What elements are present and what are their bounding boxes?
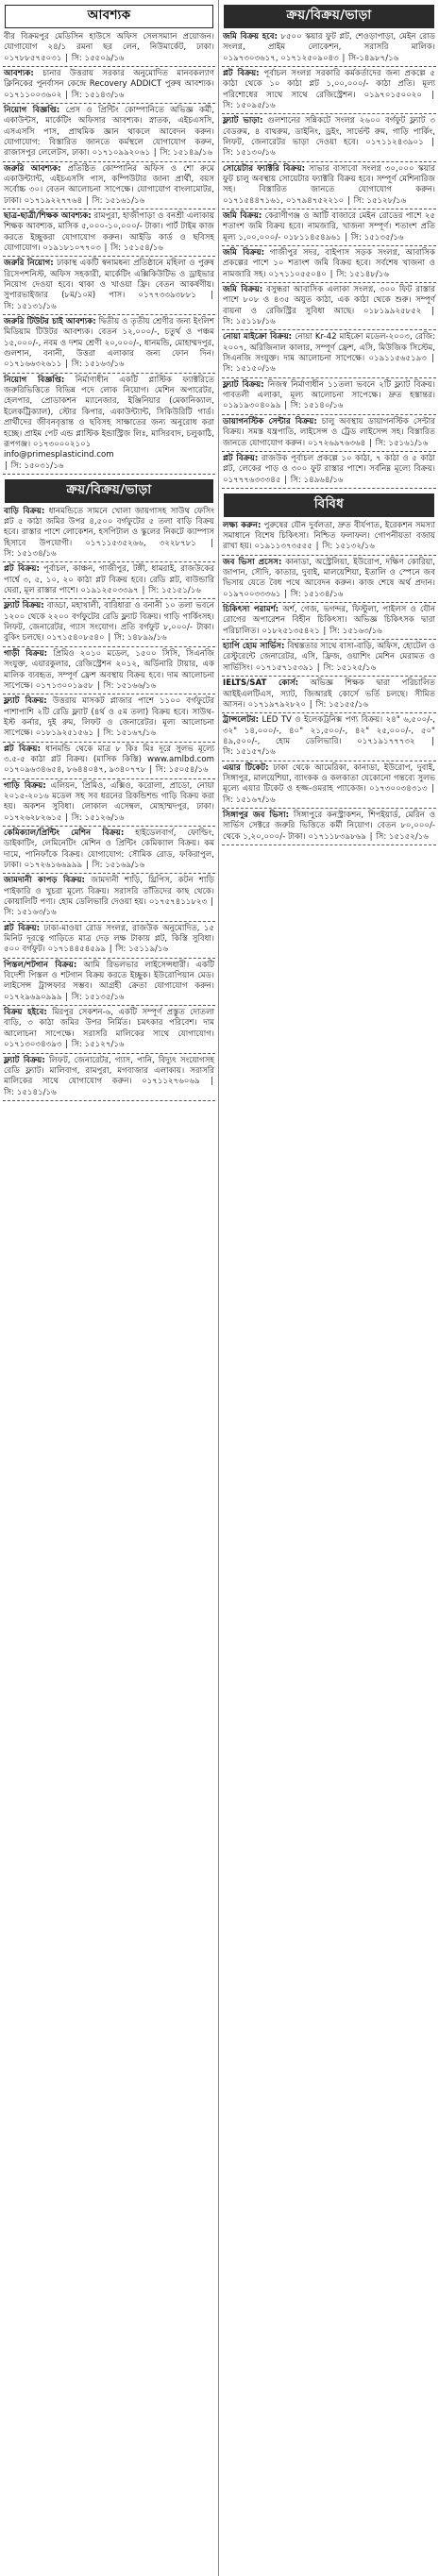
ad-title: ফ্ল্যাট বিক্রয়: [4, 601, 44, 611]
ad-title: পিস্তল/শটগান বিক্রয়: [4, 960, 77, 970]
ad-code: সি: ১৫১৬৩/১৬ [329, 626, 382, 636]
ad-code: সি: ১৫১২৬/১৬ [71, 812, 125, 823]
classified-ad [3, 69, 215, 104]
ad-phone: ০১৭৫৭৪১১৮২৩ [148, 897, 208, 908]
ad-text: আমি রিভলভার লাইসেন্সধারী। একটি বিদেশী পিস্তল ও শটগান বিক্রয় করতে ইচ্ছুক। ইউরোপিয়ান মেড। লাইসেন্স ট্রান্সফার সম্ভব। আগ্রহী ক্রেতা যোগাযোগ করুন। [4, 960, 214, 992]
ad-title: জমি বিক্রয়: [223, 248, 265, 258]
ad-title: ফ্ল্যাট বিক্রয়: [223, 379, 264, 390]
ad-text: নোয়া Kr-42 মাইক্রো মডেল-২০০৩, রেজি: ২০০৭, অরিজিনাল কালার, সম্পূর্ণ ফ্রেশ, এসি, মিউজিক সিস্টেম, সিএনজি সংযুক্ত। দাম আলোচনা সাপেক্ষে। [223, 332, 435, 364]
classified-ad [3, 317, 215, 374]
classified-ad [3, 696, 215, 742]
ad-separator: | [62, 1040, 71, 1050]
ad-code: সি: ১৫১৫১/১৬ [148, 586, 201, 596]
ad-phone: ০১৯৭০১৫০০২০ [363, 90, 422, 100]
classified-ad [3, 507, 215, 563]
ad-title: চিকিৎসা পরামর্শ: [223, 605, 279, 615]
miscellaneous-ads-list [222, 521, 436, 845]
ad-separator: | [94, 728, 103, 739]
ad-phone: ০১৭১৫৭১৫৩৯১ [255, 662, 314, 673]
buy-sell-ads-list [3, 507, 215, 1101]
ad-title: ফ্ল্যাট বিক্রয়: [4, 1055, 45, 1065]
ad-title: হ্যাপি হোম সার্ভিস: [223, 642, 285, 652]
ad-text: বীর বিক্রমপুর মেডিসিন হাউসে অফিস সেলসম্যান প্রয়োজন। যোগাযোগ ২৪/১ রমনা ছর লেন, নিউমার্কেট, ঢাকা। [4, 31, 214, 53]
ad-title: জরুরি আবশ্যক: [4, 163, 61, 174]
classified-ad [3, 32, 215, 67]
ad-title: এয়ার টিকেট: [223, 762, 269, 773]
ad-separator: | [62, 53, 71, 63]
ad-phone: ০১৭১০৯৯২০৬১ [92, 148, 151, 159]
classified-ad [3, 781, 215, 827]
ad-phone: ০১৭১৬৬৩২৬১১ [4, 360, 62, 370]
ad-separator: | [366, 831, 376, 842]
ad-phone: ০১৯১১৫৬৫১৯৩ [368, 354, 427, 364]
ad-code: সি: ১৫১৪১/১৬ [4, 1087, 57, 1097]
ad-title: প্লট বিক্রয়: [4, 564, 40, 575]
classified-ad [222, 248, 436, 283]
ad-code: সি: ১৫১৩৪/১৬ [4, 549, 57, 560]
ad-separator: | [196, 291, 213, 301]
ad-separator: | [422, 90, 435, 100]
classified-ad [3, 164, 215, 209]
classified-ad [3, 924, 215, 959]
ad-separator: | [327, 269, 336, 279]
ad-text: কেরাণীগঞ্জ ও আটি বাজারে মেইন রোডের পাশে ২৫ শতাংশ জমি বিক্রয় হবে। নামজারি, খাজনা সম্পূর্ণ। শতাংশ প্রতি মূল্য ১,০০,০০০/- [223, 210, 436, 243]
ad-phone: ০১৭২৬১৬৬৯৯৯ [24, 861, 83, 870]
ad-title: নোয়া মাইক্রো বিক্রয়: [223, 332, 293, 343]
ad-phone: ০১৭১৩০০১৯৫৮ [35, 680, 94, 691]
ad-phone: ০১৮১৯৯২৫৮৫২ [363, 306, 422, 316]
ad-phone: ০১৭১১২৪৩৯০১ [365, 137, 424, 147]
ad-title: IELTS/SAT কোর্স: [223, 678, 299, 689]
ad-title: ডায়াগনস্টিক সেন্টার বিক্রয়: [223, 416, 317, 427]
ad-text: নিজস্ব নির্মাণাধীন ১১তলা ভবনে ২টি ফ্ল্যাট বিক্রয়। গাবতলী এলাকা, মূল্য আলোচনা সাপেক্ষে। দ্রুত হস্তান্তর। [223, 379, 435, 401]
ad-email[interactable]: info@primesplasticind.com [4, 450, 114, 460]
ad-text: পুরুষের যৌন দুর্বলতা, দ্রুত বীর্যপাত, ইরেকশন সমস্যা সমাধানে বিশেষ চিকিৎসা। নিশ্চিত ফলাফল। গোপনীয়তা বজায় রাখা হয়। [223, 520, 435, 552]
ad-code: সি: ১৫১৬৩/১৬ [71, 360, 125, 370]
ad-text: রামপুরা, হাজীপাড়া ও বনশ্রী এলাকায় শিক্ষক আবশ্যক, মাসিক ৫,০০০-১০,০০০/- টাকা। পার্ট টাইম কাজ করতে ইচ্ছুকরা যোগাযোগ করুন। আইডি কার্ড ও ছবিসহ যোগাযোগ। [4, 210, 214, 253]
ad-separator: | [422, 306, 434, 316]
ad-code: সি: ১৫১৫৫/১৬ [315, 699, 369, 710]
ad-separator: | [314, 662, 323, 673]
ad-separator: | [281, 401, 290, 411]
ad-code: সি: ১৫১৩১/১৬ [4, 301, 57, 311]
ad-code: সি: ১৫১৫২/১৬ [376, 831, 429, 842]
ad-code: সি: ১৫১৩২/১৬ [322, 542, 375, 552]
ad-text: সিঙ্গাপুরে কনস্ট্রাকশন, শিপইয়ার্ড, মেরিন ও সার্ভিস সেক্টরে জরুরি ভিত্তিতে কর্মী নিয়োগ। বেতন ৮০,০০০/- থেকে ১,২০,০০০/- টাকা। [223, 810, 436, 842]
ad-code: সি: ১৫১২৮/১৬ [353, 195, 407, 206]
ad-separator: | [424, 137, 434, 147]
ad-title: ফ্ল্যাট ভাড়া: [223, 116, 263, 126]
ad-separator: | [139, 586, 148, 596]
ad-separator: | [208, 897, 213, 908]
ad-code: সি: ১৫১৫৪/১৬ [110, 243, 163, 253]
ad-text: পূর্বাচল, কাঞ্চন, গাজীপুর, টঙ্গী, ধামরাই, রাজউকের পার্শ্বে ৩, ৫, ১০, ২০ কাঠা প্লট বিক্রয় হবে। রেডি প্লট, বাউন্ডারি ঘেরা, মূল রাস্তার পাশে। [4, 564, 214, 596]
ad-code: সি: ১৫১৬৭/১৬ [103, 728, 157, 739]
classified-ad [222, 69, 436, 114]
ad-title: সোয়েটার ফ্যাক্টরি বিক্রয়: [223, 163, 306, 174]
ad-phone: ০১৭৮৮৫৭৫০৩১ [4, 53, 62, 63]
section-header-buy-sell-rent: ক্রয়/বিক্রয়/ভাড়া [5, 479, 213, 503]
ad-phone: ০১৭১৩০৩৪৩৯৩ [4, 1040, 62, 1050]
ad-separator: | [151, 148, 160, 159]
ad-separator: | [320, 626, 329, 636]
ad-code: সি: ১৪৯৬৪/১৬ [290, 475, 344, 485]
ad-separator: | [62, 992, 71, 1002]
ad-text: দ্বিতীয় ও তৃতীয় শ্রেণীর জন্য ইংলিশ মিডিয়াম টিউটর আবশ্যক। বেতন ১২,০০০/-, চতুর্থ ও পঞ্চম ১৫,০০০/-, নবম ও দশম শ্রেণী ২০,০০০/-, ধানমন্ডি, মোহাম্মদপুর, গুলশান, বনানী, উত্তরা এলাকার জন্য ফোন দিন। [4, 317, 215, 360]
ad-text: নির্মাণাধীন একটি প্লাস্টিক ফ্যাক্টরিতে জরুরিভিত্তিতে বিভিন্ন পদে লোক নিয়োগ। মেশিন অপারেটর, হেলপার, প্রোডাকশন ম্যানেজার, ইঞ্জিনিয়ার (মেকানিক্যাল, ইলেকট্রিক্যাল), স্টোর কিপার, একাউন্ট্যান্ট, সিকিউরিটি গার্ড। প্রার্থীদের জীবনবৃত্তান্ত ও ছবিসহ সাক্ষাতের জন্য অনুরোধ করা হচ্ছে। প্রাইম পেট এন্ড প্লাস্টিক ইন্ডাস্ট্রিজ লিঃ, মাসিরবাদ, চলুকাঠি, রূপগঞ্জ। [4, 375, 215, 449]
ad-text: অর্শ, গেজ, ভগন্দর, ফিস্টুলা, পাইলস ও যৌন রোগের অপারেশন বিহীন চিকিৎসা। অভিজ্ঞ চিকিৎসক দ্বারা পরিচালিত। [223, 605, 435, 636]
ad-phone: ০১৭১৫৪৪৭১৬১, ০১৭৯৪৭৫২২১০ [223, 195, 345, 206]
ad-phone: ০১৭৭৩৩৯৩৮৮১ [138, 291, 196, 301]
ad-title: জমি বিক্রয়: [223, 210, 262, 221]
ad-phone: ০১৭১৫৪০৮৫৪০ [46, 633, 105, 644]
ad-title: জামদানী কাপড় বিক্রয়: [4, 876, 85, 886]
classified-ad [222, 285, 436, 330]
ad-separator: | [62, 812, 71, 823]
ad-text: বিশ্বস্ততার সাথে বাসা-বাড়ি, অফিস, হোটেল ও রেস্টুরেন্টে জেনারেটর, এসি, ফ্রিজ, ওয়াশিং মেশিন মেরামত ও সার্ভিসিং। [223, 642, 436, 673]
ad-phone: ০১৭১১৫৩৫২৬৬, ৩২২৮৭৮১ [85, 538, 196, 548]
ad-code: সি: ১৫১১৯/১৬ [115, 945, 169, 955]
ad-phone: ০১৭২৯৬৯০৯৯৯ [4, 992, 62, 1002]
ad-separator: | [366, 438, 375, 448]
ad-phone: ০১৭১৯২২৭৭৬৪ [24, 195, 83, 206]
section-header-wanted: আবশ্যক [5, 5, 213, 28]
ad-title: নিয়োগ বিজ্ঞপ্তি: [4, 105, 60, 115]
ad-phone: ০১৮২৫১৩৫৪২১ [262, 626, 320, 636]
ad-text: প্রেস ও প্রিন্টিং কোম্পানিতে অভিজ্ঞ কর্মী, একাউন্টস, মার্কেটিং অফিসার আবশ্যক। স্নাতক, এইচএসসি, এসএসসি পাস, প্রাথমিক জ্ঞান থাকলে আবেদন করুন। যোগাযোগ: বিস্তারিত জানতে কর্মস্থলে যোগাযোগ করুন, রাজাসপুর লেলেটস, ঢাকা। [4, 105, 214, 159]
ad-text: LED TV ও ইলেকট্রনিক্স পণ্য বিক্রয়। ২৪" ৬,৫০০/-, ৩২" ১৪,০০০/-, ৪০" ২১,৫০০/-, ৪২" ২৫,০০০/-, ৫০" ৪৯,৫০০/-, হোম ডেলিভারি। [223, 715, 435, 746]
wanted-ads-list [3, 32, 215, 475]
ad-separator: | [62, 90, 71, 100]
ad-separator: | [200, 1077, 213, 1087]
ad-title: কেমিক্যাল/প্রিন্টিং মেশিন বিক্রয়: [4, 828, 125, 838]
ad-code: সি: ১৫১৩৫/১৬ [71, 992, 125, 1002]
ad-code: সি: ১৫১৪৯/১৬ [160, 148, 213, 159]
ad-code: সি: ১৫১১৮/১৬ [223, 317, 276, 327]
ad-text: ধানমন্ডি থেকে মাত্র ৮ কিঃ মিঃ দূরে সুলভ মূল্যে ৩.৫-৫ কাঠা প্লট বিক্রয়। (মাসিক কিস্তি) www.amlbd.com [4, 744, 215, 764]
ad-phone: ০১৭১৪৪৫৪৫৯৯ [47, 945, 107, 955]
classified-ad [3, 744, 215, 779]
ad-text: মিরপুর সেকশন-৬, একটি সম্পূর্ণ প্রস্তুত দোতলা বাড়ি, ৩ কাঠা জমির উপর নির্মিত। চমৎকার পরিবেশ। দাম আলোচনা সাপেক্ষে। সরাসরি মালিকের সাথে যোগাযোগ। [4, 1008, 215, 1039]
ad-title: সিঙ্গাপুর জব ভিসা: [223, 810, 290, 820]
ad-title: প্লট বিক্রয়: [223, 453, 259, 463]
ad-code: সি: ১৪৮৯৯/১৬ [113, 633, 167, 644]
ad-phone: ০১৭১১০০৩৬০২ [4, 90, 62, 100]
ad-text: পূর্বাচল সংলগ্ন সরকারি কর্মকর্তাদের জন্য প্রকল্পে ৫ কাঠা থেকে ১০ কাঠা প্লট ১,০০,০০০/- কাঠা প্রতি। মূল্য পরিশোধের সাথে সাথে রেজিস্ট্রেশন। [223, 68, 435, 100]
ad-phone: ০১৯১২৫০৩৩৯৭ [80, 586, 139, 596]
classified-ad [3, 828, 215, 874]
ad-separator: | [339, 53, 348, 63]
ad-text: চালু অবস্থায় ডায়াগনস্টিক সেন্টার বিক্রয়। সমস্ত যন্ত্রপাতি, লাইসেন্স ও ট্রেড লাইসেন্স সহ। বিস্তারিত জানতে যোগাযোগ করুন। [223, 416, 435, 448]
ad-separator: | [196, 538, 214, 548]
classified-ad [222, 521, 436, 556]
ad-phone: ০১৭১১২৭৬০৬৯ [142, 1077, 200, 1087]
ad-title: আবশ্যক: [4, 68, 34, 78]
ad-phone: ০১৭৭৭৬৩৩৩৪৫ [223, 475, 281, 485]
ad-code: সি-১৪৯৮৭/১৬ [348, 53, 399, 63]
ad-text: বাড্ডা, মহাখালী, বারিধারা ও বনানী ১০ তলা ভবনে ১২০০ থেকে ২২০০ বর্গফুটের রেডি ফ্ল্যাট বিক্রয়। গাড়ি পার্কিংসহ। লিফট, জেনারেটর, গ্যাস সংযোগ। প্রতি বর্গফুট ৮,০০০/- টাকা। বুকিং চলছে। [4, 601, 214, 644]
ad-separator: | [428, 784, 434, 795]
ad-phone: ০১৭১১৮৩৯৮৬৯ [308, 831, 366, 842]
classified-ad [222, 116, 436, 161]
classified-ad [222, 811, 436, 845]
ad-title: নিয়োগ বিজ্ঞপ্তি: [4, 375, 65, 385]
ad-code: সি: ১৫০৩১/১৬ [10, 460, 64, 471]
classified-ad [3, 1056, 215, 1101]
ad-title: জরুরি টিউটর চাই আবশ্যক: [4, 317, 96, 327]
ad-separator: | [62, 360, 71, 370]
ad-separator: | [345, 195, 353, 206]
ad-separator: | [342, 232, 350, 243]
classified-ad [222, 380, 436, 415]
ad-phone: ০১৯৭৩০৩৬১৭, ০১৭১২৫০৯০৪৩ [223, 53, 339, 63]
ad-text: চানার উত্তরায় সরকার অনুমোদিত মানবকল্যাণ ক্লিনিকের পুনর্বাসন কেন্দ্রে Recovery ADDICT পুরুষ আবশ্যক। [4, 68, 214, 90]
classified-ad [3, 564, 215, 599]
classified-ad [3, 376, 215, 475]
ad-code: সি: ১৫১৪৮/১৬ [336, 269, 389, 279]
ad-phone: ০১৭৩০০৩৪৩১৩ [369, 784, 428, 795]
ad-separator: | [415, 736, 434, 746]
right-column [219, 0, 439, 2576]
classified-ad [222, 417, 436, 452]
ad-text: রাজউক পূর্বাচল প্রকল্পে ১০ কাঠা, ৭ কাঠা ও ৫ কাঠা প্লট, লেকের পাড় ও ৩০০ ফুট রাস্তার পাশে। সর্বনিম্ন মূল্যে বিক্রয়। [223, 453, 435, 475]
ad-code: সি: ১৫১৬১/১৬ [92, 195, 145, 206]
ad-text: জামদানী শাড়ি, থ্রিপিস, কটন শাড়ি পাইকারি ও খুচরা মূল্যে বিক্রয়। সরাসরি তাঁতিদের কাছ থেকে। কোয়ালিটি পণ্য। হোম ডেলিভারি দেওয়া হয়। [4, 876, 215, 908]
ad-phone: ০১৮১১৪৫৪৯৬১ [283, 232, 342, 243]
classified-ad [222, 332, 436, 377]
ad-title: জমি বিক্রয় হবে: [223, 31, 278, 42]
section-header-miscellaneous: বিবিধ [224, 493, 434, 517]
ad-title: বিক্রয় হইবে: [4, 1008, 47, 1018]
classified-ad [222, 211, 436, 246]
ad-separator: | [94, 680, 103, 691]
classified-ad [222, 454, 436, 489]
ad-title: জব ভিসা প্রসেস: [223, 557, 282, 567]
ad-code: সি: ১৫৫০৯/১৬ [71, 53, 125, 63]
ad-separator: | [105, 633, 113, 644]
ad-title: প্লট বিক্রয়: [4, 744, 41, 754]
ad-phone: ০১৯১১৩৭৩৫৫৫ [254, 542, 312, 552]
ad-code: সি: ১৫১৩৪/১৬ [290, 589, 344, 599]
ad-phone: ০১৯৭০০৩৩৩৬১ [223, 589, 281, 599]
ad-text: অভিজ্ঞ শিক্ষক দ্বারা পরিচালিত আইইএলটিএস, স্যাট, জিআরই কোর্সে ভর্তি চলছে। সীমিত আসন। [223, 678, 435, 710]
classified-ad [3, 1008, 215, 1053]
ad-code: সি: ১৫১৬৩/১৬ [4, 908, 57, 918]
classified-ad [3, 961, 215, 1006]
classified-ad [3, 106, 215, 162]
ad-phone: ০১৭১৯১৭৭৭৩২ [357, 736, 415, 746]
ad-phone: ০১৭১৯৭৯২৮২০ [247, 699, 307, 710]
ad-separator: | [101, 243, 110, 253]
ad-code: সি: ১৫১৬৯/১৬ [92, 861, 145, 870]
ad-phone: ০১৭১১০৫৫০৪০ [268, 269, 327, 279]
ad-title: জরুরি নিয়োগ: [4, 259, 54, 269]
ad-phone: ০১৯১৯৩০৪০৯৯ [223, 401, 281, 411]
ad-code: সি: ১৫১২৭/১৬ [71, 1040, 125, 1050]
ad-text: ৮৫০০ স্কয়ার ফুট প্লট, শেওড়াপাড়া, মেইন রোড সংলগ্ন, প্রাইম লোকেশন, সরাসরি মালিক। [223, 31, 435, 53]
ad-text: লিফট, জেনারেটর, গ্যাস, পানি, বিদ্যুৎ সংযোগসহ রেডি ফ্ল্যাট। মালিবাগ, রামপুরা, মগবাজার এলাকায়। সরাসরি মালিকের সাথে যোগাযোগ করুন। [4, 1055, 214, 1087]
classified-ad [3, 649, 215, 694]
ad-text: ঢাকা-মাওয়া রোড সংলগ্ন, রাজউক অনুমোদিত, ১৫ মিনিট দূরত্বে গাড়িতে মাত্র দেড় লক্ষ টাকায় প্লট, কিস্তি সুবিধা। ৫০০ বর্গফুট। [4, 923, 214, 955]
ad-text: উত্তরায় মাসকট প্লাজার পাশে ১১০০ বর্গফুটের পাশাপাশি ২টি রেডি ফ্ল্যাট (৪র্থ ও ৫ম তলা) বিক্রয় হবে। সাউথ-ইস্ট কর্নার, দুই রুম, লিফট ও জেনারেটর। মূল্য আলোচনা সাপেক্ষে। [4, 696, 214, 739]
ad-code: সি: ১৫০৯৫/১৬ [223, 100, 276, 110]
classified-ad [222, 715, 436, 761]
classified-ad [222, 763, 436, 809]
ad-code: সি: ১৫১৫০/১৬ [223, 364, 276, 375]
ad-phone: ০১৯১৮১০৭৭০৩ [42, 243, 101, 253]
ad-separator: | [83, 861, 92, 870]
ad-code: সি: ১৫১৩৫/১৬ [350, 232, 404, 243]
ad-separator: | [5, 460, 10, 471]
ad-separator: | [83, 195, 92, 206]
ad-phone: ০১৭২৬৯৭৬৩৬৪ [307, 438, 366, 448]
ad-text: সাভার বাসাবো সংলগ্ন ৩০,০০০ স্কয়ার ফুট চালু অবস্থায় সোয়েটার ফ্যাক্টরি বিক্রয় হবে। সম্পূর্ণ মেশিনারিজ সহ। বিস্তারিত জানতে যোগাযোগ করুন। [223, 163, 435, 195]
ad-code: সি: ১৫১২৫/১৬ [323, 662, 377, 673]
ad-code: সি: ১৫১৪৩/১৬ [71, 90, 125, 100]
classified-ad [222, 678, 436, 713]
ad-separator: | [107, 945, 115, 955]
ad-phone: ০১৭০৯৬৩৪৬৫৪, ৮৬৪৪০৪৭, ৯৩৪০৭৭৮ [4, 765, 146, 776]
classified-ad [222, 605, 436, 640]
classified-ad [3, 876, 215, 921]
ad-title: গাড়ি বিক্রয়: [4, 780, 46, 791]
ad-separator: | [281, 475, 290, 485]
ad-text: হাইডেলবার্গ, ফোল্ডিং, ডাইকাটিং, লেমিনেটিং মেশিন ও প্রিন্টিং কেমিক্যাল বিক্রয়। কম দামে, পানিফাঁকে বিক্রয়। যোগাযোগ: সৌমিক রোড, ফকিরাপুল, ঢাকা। [4, 828, 214, 870]
ad-title: বাড়ি বিক্রয়: [4, 506, 45, 516]
classified-ad [222, 558, 436, 603]
ad-title: লক্ষ্য করুন: [223, 520, 262, 530]
ad-separator: | [427, 354, 434, 364]
ad-code: সি: ১৫১৫৭/১৬ [223, 747, 276, 758]
ad-text: গুলশানের সন্নিকটে সংলগ্ন ২৬০০ বর্গফুট ফ্ল্যাট ৩ বেডরুম, ৪ বাথরুম, ডাইনিং, ড্রইং, সার্ভেন্ট রুম, গাড়ি পার্কিং, লিফট, জেনারেটর ভাড়া দেওয়া হবে। [223, 116, 435, 147]
ad-text: ঢাকা থেকে আমেরিকা, কানাডা, ইউরোপ, দুবাই, সিঙ্গাপুর, মালয়েশিয়া, ব্যাংকক ও কলকাতা যেকোনো গন্তব্যে সুলভ মূল্যে এয়ার টিকেট ও হজ্জ-ওমরাহ প্যাকেজ। [223, 762, 435, 795]
ad-phone: ০১৮১৯২৫১৫৬১ [35, 728, 94, 739]
ad-code: সি: ১৫১৬১/১৬ [375, 438, 429, 448]
ad-separator: | [307, 699, 315, 710]
ad-text: বসুন্ধরা আবাসিক এলাকা সংলগ্ন, ৩০০ ফিট রাস্তার পাশে ৮০৮ ও ৪৩৫ অযুত কাঠা, এক কাঠা থেকে শুরু। সম্পূর্ণ বায়না ও রেজিস্ট্রির সুবিধা আছে। [223, 285, 435, 316]
ad-code: সি: ১৫০৫৪/১৬ [155, 765, 209, 776]
ad-title: ছাত্র-ছাত্রী/শিক্ষক আবশ্যক: [4, 210, 92, 221]
ad-separator: | [281, 589, 290, 599]
ad-title: জমি বিক্রয়: [223, 285, 263, 295]
ad-text: ঢাকাস্থ একটি স্বনামধন্য প্রতিষ্ঠানে মহিলা ও পুরুষ রিসেপশনিস্ট, অফিস সহকারী, মার্কেটিং এক্সিকিউটিভ ও ড্রাইভার নিয়োগ দেওয়া হবে। থাকা ও খাওয়া ফ্রি। বেতন আকর্ষণীয়। সুপারভাইজার (৮ম/১০ম) পাস। [4, 259, 215, 301]
ad-code: সি: ১৫১৪০/১৬ [290, 401, 344, 411]
classified-ad [3, 601, 215, 646]
left-column [0, 0, 219, 2576]
ad-text: গাজীপুর সদর, বাইপাস সড়ক সংলগ্ন, আবাসিক প্রকল্পের পাশে ১০ শতাংশ জমি বিক্রয় হবে। সর্বশেষ খাজনা ও নামজারি সহ। [223, 248, 435, 279]
ad-title: প্লট বিক্রয়: [4, 923, 41, 933]
ad-separator: | [312, 542, 322, 552]
ad-code: সি: ১৫১৬৬/১৬ [103, 680, 157, 691]
ad-code: সি: ১৫১৬৭/১৬ [223, 795, 276, 805]
ad-text: প্রিমিও ২০১০ মডেল, ১৫০০ সিসি, সিএনজি সংযুক্ত, এয়ারকুলার, রেজিস্ট্রেশন ২০১২, অর্ডিনারি টায়ার, এক মালিক ব্যবহৃত, সম্পূর্ণ ফ্রেশ অবস্থায় বিক্রয় হবে। দাম আলোচনা সাপেক্ষে। [4, 648, 215, 691]
ad-text: এলিয়ন, প্রিমিও, এক্সিও, করোলা, প্রাডো, নোয়া ২০১৫-২০১৬ মডেল সহ সব ধরনের রিকন্ডিশন্ড গাড়ি বিক্রয় করা হয়। অকশন সুবিধা। লোকাল এসেম্বল, মোহাম্মদপুর, ঢাকা। [4, 780, 214, 812]
classified-ad [3, 259, 215, 315]
ad-separator: | [146, 765, 155, 776]
ad-title: গাড়ী বিক্রয়: [4, 648, 48, 659]
ad-text: প্রতিষ্ঠিত কোম্পানির অফিস ও শো রুমে একাউন্ট্যান্ট, এইচএসসি পাস, কম্পিউটার জানা প্রার্থী, বয়স সর্বোচ্চ ৩০। বেতন আলোচনা সাপেক্ষে। যোগাযোগ বাংলামোটর, ঢাকা। [4, 163, 214, 206]
classified-ad [222, 642, 436, 677]
ad-title: ফ্ল্যাট বিক্রয়: [4, 696, 47, 707]
ad-title: ট্রান্সলেটর: [223, 715, 260, 726]
ad-phone: ০১৭২৬২৮২৬১৫ [4, 812, 62, 823]
classified-ad [3, 211, 215, 257]
property-ads-list [222, 32, 436, 489]
section-header-buy-sell-rent: ক্রয়/বিক্রয়/ভাড়া [224, 5, 434, 28]
ad-text: কানাডা, অস্ট্রেলিয়া, ইউরোপ, দক্ষিণ কোরিয়া, জাপান, সৌদি, কাতার, দুবাই, মালয়েশিয়া, ইতালি ও স্পেনে জব ভিসায় যেতে বৈধ পথে আবেদন করুন। কাজ শেষে অর্থ প্রদান। [223, 557, 435, 589]
ad-phone: ০১৭৩০০০২১০১ [32, 439, 92, 449]
classified-ad [222, 164, 436, 209]
ad-code: সি: ১৫১৩০/১৬ [223, 148, 276, 159]
classified-ad [222, 32, 436, 67]
ad-title: প্লট বিক্রয়: [223, 68, 260, 78]
ad-text: ধানমন্ডিতে সামনে খোলা জায়গাসহ সাউথ ফেসিং প্লট ৫ কাঠা জমির উপর ৪,৫০০ বর্গফুটের ৫ তলা বাড়ি বিক্রয় হবে। রাস্তার পাশে লোকেশন, হসপিটাল ও স্কুলের নিকটে ক্যাম্পাস হিসাবে উপযোগী। [4, 506, 214, 548]
